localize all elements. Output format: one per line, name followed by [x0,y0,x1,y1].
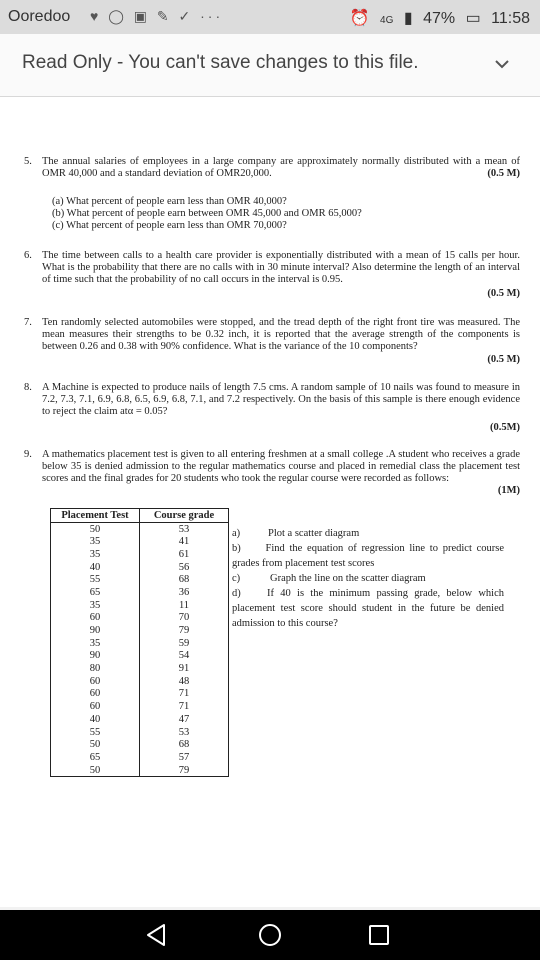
instruction-text: Find the equation of regression line to predict course grades from placement test scores [232,543,505,569]
grade-cell: 79 [140,764,229,777]
question-7 [24,317,520,365]
part-b: (b) What percent of people earn between OMR 45,000 and OMR 65,000? [52,208,362,219]
placement-cell: 65 [51,586,140,599]
question-marks: (0.5 M) [487,288,520,299]
table-header: Course grade [140,509,229,523]
clock: 11:58 [491,10,530,27]
placement-cell: 60 [51,688,140,701]
placement-cell: 50 [51,764,140,777]
question-text: The time between calls to a health care provider is exponentially distributed with a mean of 15 calls per hour. What is the probability that there are no calls with in 30 minute interval? Also determine the length of an interval of time such that the probability of no call occurs in the interval is 0.95. [42,250,520,285]
notification-icons: ♥ ◯ ▣ ✎ ✓ ··· [90,8,224,24]
read-only-banner[interactable] [0,34,540,97]
table-row [51,700,229,713]
question-9 [24,449,520,496]
status-right [344,8,530,28]
question-text: The annual salaries of employees in a large company are approximately normally distributed with a mean of OMR 40,000 and a standard deviation of OMR20,000. [42,156,520,179]
triangle-back-icon[interactable] [142,920,172,950]
placement-cell: 55 [51,726,140,739]
table-header-row [51,509,229,523]
placement-cell: 90 [51,650,140,663]
grade-cell: 54 [140,650,229,663]
instruction-c [232,571,504,586]
instruction-b [232,541,504,571]
question-5 [24,156,520,180]
part-c: (c) What percent of people earn less than OMR 70,000? [52,220,287,231]
instruction-d [232,586,504,631]
grade-cell: 11 [140,599,229,612]
table-row [51,548,229,561]
instruction-label: a) [232,528,241,539]
grade-cell: 47 [140,713,229,726]
table-row [51,713,229,726]
question-number: 8. [24,382,32,393]
grade-cell: 61 [140,548,229,561]
placement-cell: 50 [51,738,140,751]
question-marks: (0.5 M) [487,354,520,365]
alarm-icon: ⏰ [349,10,370,27]
grade-cell: 53 [140,726,229,739]
placement-cell: 40 [51,561,140,574]
placement-cell: 50 [51,522,140,535]
table-row [51,688,229,701]
read-only-message: Read Only - You can't save changes to this file. [22,52,419,73]
question-number: 9. [24,449,32,460]
placement-cell: 65 [51,751,140,764]
table-row [51,751,229,764]
instruction-label: d) [232,588,241,599]
placement-cell: 90 [51,624,140,637]
table-row [51,726,229,739]
placement-cell: 60 [51,612,140,625]
placement-cell: 60 [51,675,140,688]
instruction-text: Graph the line on the scatter diagram [270,573,426,584]
table-row [51,599,229,612]
battery-percent: 47% [423,10,456,27]
table-row [51,675,229,688]
placement-cell: 60 [51,700,140,713]
instruction-text: If 40 is the minimum passing grade, below which placement test score should student in the future be denied admission to this course? [232,588,504,629]
placement-cell: 55 [51,573,140,586]
table-row [51,612,229,625]
chevron-down-icon[interactable] [492,54,512,74]
grade-cell: 56 [140,561,229,574]
grade-cell: 68 [140,573,229,586]
battery-icon: ▭ [465,10,481,27]
placement-table [50,508,229,777]
question-5-parts [52,196,362,232]
question-text: A Machine is expected to produce nails of length 7.5 cms. A random sample of 10 nails was found to measure in 7.2, 7.3, 7.1, 6.9, 6.8, 6.5, 6.9, 6.8, 7.1, and 7.2 respectively. On the basis of this sample is there enough evidence to reject the claim atα = 0.05? [42,382,520,417]
grade-cell: 71 [140,700,229,713]
question-marks: (0.5M) [489,422,520,433]
question-number: 6. [24,250,32,261]
question-9-instructions [232,526,504,631]
table-row [51,662,229,675]
placement-cell: 35 [51,599,140,612]
signal-icon: ▮ [403,10,413,27]
circle-home-icon[interactable] [255,920,285,950]
table-row [51,535,229,548]
grade-cell: 68 [140,738,229,751]
table-row [51,586,229,599]
question-marks: (0.5 M) [487,168,520,179]
question-text: Ten randomly selected automobiles were stopped, and the tread depth of the right front tire was measured. The mean measures their strengths to be 0.32 inch, it is reported that the average strength of the components is between 0.26 and 0.38 with 90% confidence. What is the variance of the 10 components? [42,317,520,352]
instruction-label: c) [232,573,241,584]
placement-cell: 35 [51,535,140,548]
instruction-a [232,526,504,541]
signal-label: 4G [380,15,394,26]
part-a: (a) What percent of people earn less than OMR 40,000? [52,196,287,207]
question-number: 7. [24,317,32,328]
question-8 [24,382,520,433]
table-row [51,573,229,586]
instruction-label: b) [232,543,241,554]
carrier-name: Ooredoo [8,8,71,25]
question-text: A mathematics placement test is given to all entering freshmen at a small college .A student who receives a grade below 35 is denied admission to the regular mathematics course and placed in remedial class the placement test scores and the final grades for 20 students who took the regular course were recorded as follows: [42,449,520,484]
placement-cell: 80 [51,662,140,675]
table-header: Placement Test [51,509,140,523]
grade-cell: 91 [140,662,229,675]
grade-cell: 57 [140,751,229,764]
grade-cell: 53 [140,522,229,535]
table-row [51,650,229,663]
navigation-bar [0,910,540,960]
table-row [51,522,229,535]
grade-cell: 71 [140,688,229,701]
table-row [51,624,229,637]
square-recents-icon[interactable] [364,920,394,950]
question-marks: (1M) [497,485,520,496]
document-page [0,97,540,907]
placement-cell: 35 [51,637,140,650]
question-number: 5. [24,156,32,167]
table-row [51,561,229,574]
grade-cell: 36 [140,586,229,599]
status-bar [0,0,540,34]
grade-cell: 48 [140,675,229,688]
grade-cell: 59 [140,637,229,650]
instruction-text: Plot a scatter diagram [268,528,360,539]
grade-cell: 79 [140,624,229,637]
placement-cell: 35 [51,548,140,561]
table-row [51,637,229,650]
grade-cell: 41 [140,535,229,548]
question-6 [24,250,520,299]
table-row [51,738,229,751]
table-row [51,764,229,777]
grade-cell: 70 [140,612,229,625]
placement-cell: 40 [51,713,140,726]
